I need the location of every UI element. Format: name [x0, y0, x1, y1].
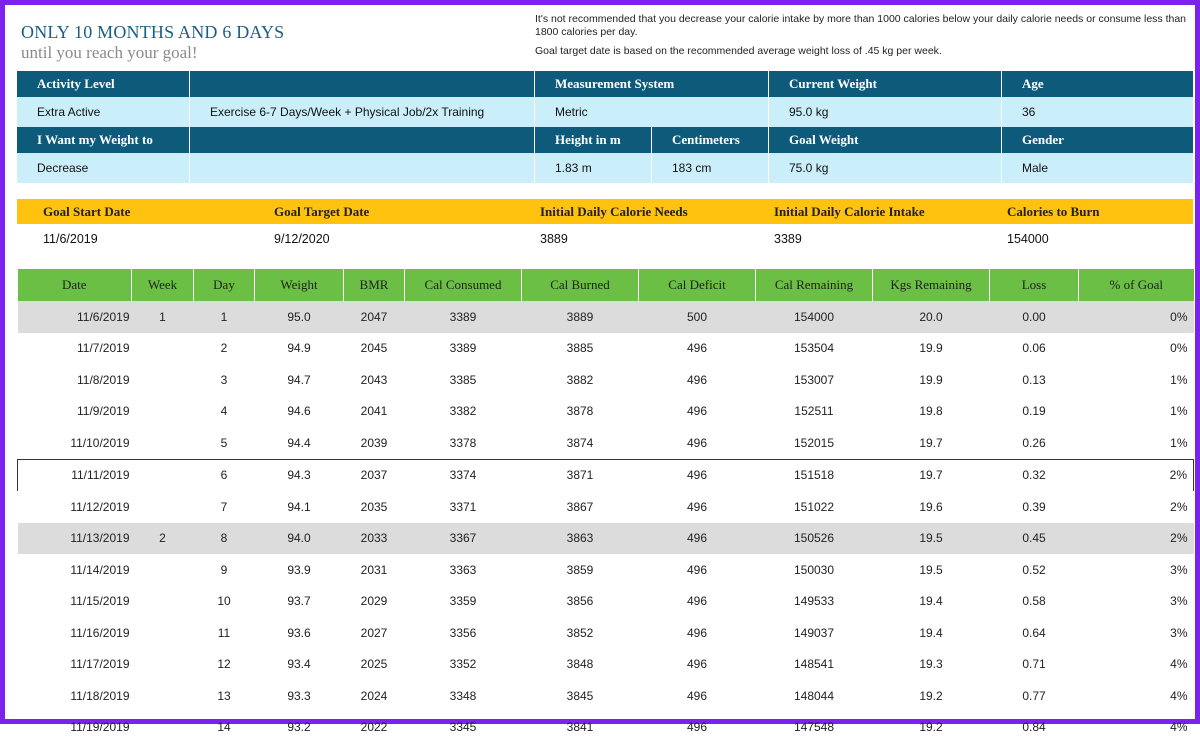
calorie-warning-note: It's not recommended that you decrease your calorie intake by more than 1000 calories below your daily calorie needs or consume less than 1800 calories per day. — [535, 13, 1190, 39]
cal-burned-cell[interactable]: 3852 — [522, 617, 639, 649]
day-cell[interactable]: 4 — [194, 396, 255, 428]
age-header: Age — [1002, 71, 1193, 97]
kgs-remaining-cell[interactable]: 19.2 — [873, 712, 990, 743]
col-loss-header[interactable]: Loss — [990, 269, 1079, 301]
bmr-cell[interactable]: 2035 — [344, 491, 405, 523]
cal-consumed-cell[interactable]: 3389 — [405, 333, 522, 365]
cal-remaining-cell[interactable]: 151022 — [756, 491, 873, 523]
weight-direction-value[interactable]: Decrease — [17, 153, 190, 183]
col-pct-goal-header[interactable]: % of Goal — [1079, 269, 1194, 301]
pct-goal-cell[interactable]: 4% — [1079, 712, 1194, 743]
table-row[interactable] — [18, 554, 1194, 586]
tracker-body — [18, 301, 1194, 743]
cal-remaining-cell[interactable]: 152015 — [756, 427, 873, 459]
cal-burned-cell[interactable]: 3856 — [522, 586, 639, 618]
cal-remaining-cell[interactable]: 153504 — [756, 333, 873, 365]
date-cell[interactable]: 11/12/2019 — [18, 491, 132, 523]
loss-cell[interactable]: 0.39 — [990, 491, 1079, 523]
cal-burned-cell[interactable]: 3878 — [522, 396, 639, 428]
cal-burned-cell[interactable]: 3845 — [522, 680, 639, 712]
goal-countdown-subtitle: until you reach your goal! — [21, 43, 284, 63]
table-row[interactable] — [18, 680, 1194, 712]
cal-deficit-cell[interactable]: 496 — [639, 333, 756, 365]
loss-cell[interactable]: 0.71 — [990, 649, 1079, 681]
daily-calorie-needs-value: 3889 — [514, 224, 748, 254]
kgs-remaining-cell[interactable]: 19.9 — [873, 364, 990, 396]
loss-cell[interactable]: 0.52 — [990, 554, 1079, 586]
goal-summary — [17, 199, 1193, 254]
cal-burned-cell[interactable]: 3874 — [522, 427, 639, 459]
weight-direction-spacer-value — [190, 153, 535, 183]
date-cell[interactable]: 11/18/2019 — [18, 680, 132, 712]
date-cell[interactable]: 11/17/2019 — [18, 649, 132, 681]
kgs-remaining-cell[interactable]: 19.5 — [873, 523, 990, 555]
col-cal-remaining-header[interactable]: Cal Remaining — [756, 269, 873, 301]
week-cell[interactable] — [132, 364, 194, 396]
cal-deficit-cell[interactable]: 496 — [639, 586, 756, 618]
cal-deficit-cell[interactable]: 496 — [639, 396, 756, 428]
cal-consumed-cell[interactable]: 3348 — [405, 680, 522, 712]
week-cell[interactable] — [132, 649, 194, 681]
weight-cell[interactable]: 95.0 — [255, 301, 344, 333]
cal-consumed-cell[interactable]: 3374 — [405, 459, 522, 491]
kgs-remaining-cell[interactable]: 19.7 — [873, 427, 990, 459]
day-cell[interactable]: 7 — [194, 491, 255, 523]
cal-deficit-cell[interactable]: 496 — [639, 459, 756, 491]
cal-consumed-cell[interactable]: 3367 — [405, 523, 522, 555]
weight-cell[interactable]: 94.4 — [255, 427, 344, 459]
cal-deficit-cell[interactable]: 496 — [639, 491, 756, 523]
cal-remaining-cell[interactable]: 148044 — [756, 680, 873, 712]
bmr-cell[interactable]: 2025 — [344, 649, 405, 681]
week-cell[interactable] — [132, 491, 194, 523]
goal-start-date-header: Goal Start Date — [17, 199, 248, 224]
loss-cell[interactable]: 0.64 — [990, 617, 1079, 649]
date-cell[interactable]: 11/11/2019 — [18, 459, 132, 491]
bmr-cell[interactable]: 2027 — [344, 617, 405, 649]
pct-goal-cell[interactable]: 0% — [1079, 301, 1194, 333]
kgs-remaining-cell[interactable]: 19.8 — [873, 396, 990, 428]
week-cell[interactable]: 2 — [132, 523, 194, 555]
goal-summary-header-row — [17, 199, 1193, 224]
loss-cell[interactable]: 0.26 — [990, 427, 1079, 459]
day-cell[interactable]: 9 — [194, 554, 255, 586]
profile-header-row-1 — [17, 71, 1193, 97]
weight-cell[interactable]: 94.1 — [255, 491, 344, 523]
calories-to-burn-header: Calories to Burn — [981, 199, 1193, 224]
goal-target-date-header: Goal Target Date — [248, 199, 514, 224]
weight-cell[interactable]: 93.7 — [255, 586, 344, 618]
loss-cell[interactable]: 0.45 — [990, 523, 1079, 555]
week-cell[interactable] — [132, 396, 194, 428]
profile-header-row-2 — [17, 127, 1193, 153]
bmr-cell[interactable]: 2041 — [344, 396, 405, 428]
table-row[interactable] — [18, 586, 1194, 618]
weight-cell[interactable]: 94.6 — [255, 396, 344, 428]
day-cell[interactable]: 11 — [194, 617, 255, 649]
daily-calorie-intake-value: 3389 — [748, 224, 981, 254]
calorie-notes — [535, 13, 1190, 64]
cal-burned-cell[interactable]: 3885 — [522, 333, 639, 365]
cal-deficit-cell[interactable]: 496 — [639, 523, 756, 555]
date-cell[interactable]: 11/8/2019 — [18, 364, 132, 396]
day-cell[interactable]: 1 — [194, 301, 255, 333]
cal-burned-cell[interactable]: 3889 — [522, 301, 639, 333]
col-weight-header[interactable]: Weight — [255, 269, 344, 301]
cal-remaining-cell[interactable]: 147548 — [756, 712, 873, 743]
pct-goal-cell[interactable]: 2% — [1079, 523, 1194, 555]
loss-cell[interactable]: 0.84 — [990, 712, 1079, 743]
goal-heading — [21, 21, 284, 63]
cal-consumed-cell[interactable]: 3378 — [405, 427, 522, 459]
week-cell[interactable] — [132, 427, 194, 459]
kgs-remaining-cell[interactable]: 19.2 — [873, 680, 990, 712]
week-cell[interactable]: 1 — [132, 301, 194, 333]
current-weight-value[interactable]: 95.0 kg — [769, 97, 1002, 127]
activity-description-header — [190, 71, 535, 97]
centimeters-value[interactable]: 183 cm — [652, 153, 769, 183]
cal-remaining-cell[interactable]: 149037 — [756, 617, 873, 649]
day-cell[interactable]: 3 — [194, 364, 255, 396]
loss-cell[interactable]: 0.19 — [990, 396, 1079, 428]
loss-cell[interactable]: 0.58 — [990, 586, 1079, 618]
cal-remaining-cell[interactable]: 151518 — [756, 459, 873, 491]
col-kgs-remaining-header[interactable]: Kgs Remaining — [873, 269, 990, 301]
cal-consumed-cell[interactable]: 3356 — [405, 617, 522, 649]
date-cell[interactable]: 11/15/2019 — [18, 586, 132, 618]
date-cell[interactable]: 11/14/2019 — [18, 554, 132, 586]
day-cell[interactable]: 14 — [194, 712, 255, 743]
daily-calorie-needs-header: Initial Daily Calorie Needs — [514, 199, 748, 224]
gender-header: Gender — [1002, 127, 1193, 153]
weight-direction-header: I Want my Weight to — [17, 127, 190, 153]
week-cell[interactable] — [132, 333, 194, 365]
kgs-remaining-cell[interactable]: 19.4 — [873, 617, 990, 649]
gender-value[interactable]: Male — [1002, 153, 1193, 183]
bmr-cell[interactable]: 2024 — [344, 680, 405, 712]
target-date-note: Goal target date is based on the recommended average weight loss of .45 kg per week. — [535, 45, 1190, 58]
calories-to-burn-value: 154000 — [981, 224, 1193, 254]
pct-goal-cell[interactable]: 1% — [1079, 364, 1194, 396]
bmr-cell[interactable]: 2033 — [344, 523, 405, 555]
cal-consumed-cell[interactable]: 3345 — [405, 712, 522, 743]
current-weight-header: Current Weight — [769, 71, 1002, 97]
weight-cell[interactable]: 93.9 — [255, 554, 344, 586]
cal-remaining-cell[interactable]: 150526 — [756, 523, 873, 555]
cal-deficit-cell[interactable]: 496 — [639, 617, 756, 649]
day-cell[interactable]: 12 — [194, 649, 255, 681]
table-row[interactable] — [18, 617, 1194, 649]
cal-deficit-cell[interactable]: 500 — [639, 301, 756, 333]
pct-goal-cell[interactable]: 1% — [1079, 427, 1194, 459]
weight-cell[interactable]: 93.6 — [255, 617, 344, 649]
table-row[interactable] — [18, 459, 1194, 491]
table-row[interactable] — [18, 364, 1194, 396]
date-cell[interactable]: 11/19/2019 — [18, 712, 132, 743]
cal-remaining-cell[interactable]: 150030 — [756, 554, 873, 586]
day-cell[interactable]: 8 — [194, 523, 255, 555]
pct-goal-cell[interactable]: 3% — [1079, 617, 1194, 649]
pct-goal-cell[interactable]: 0% — [1079, 333, 1194, 365]
col-cal-deficit-header[interactable]: Cal Deficit — [639, 269, 756, 301]
weight-cell[interactable]: 93.2 — [255, 712, 344, 743]
day-cell[interactable]: 13 — [194, 680, 255, 712]
table-row[interactable] — [18, 333, 1194, 365]
centimeters-header: Centimeters — [652, 127, 769, 153]
bmr-cell[interactable]: 2031 — [344, 554, 405, 586]
loss-cell[interactable]: 0.00 — [990, 301, 1079, 333]
week-cell[interactable] — [132, 680, 194, 712]
loss-cell[interactable]: 0.32 — [990, 459, 1079, 491]
kgs-remaining-cell[interactable]: 20.0 — [873, 301, 990, 333]
bmr-cell[interactable]: 2047 — [344, 301, 405, 333]
cal-burned-cell[interactable]: 3863 — [522, 523, 639, 555]
table-row[interactable] — [18, 301, 1194, 333]
goal-start-date-value[interactable]: 11/6/2019 — [17, 224, 248, 254]
week-cell[interactable] — [132, 617, 194, 649]
col-week-header[interactable]: Week — [132, 269, 194, 301]
cal-deficit-cell[interactable]: 496 — [639, 649, 756, 681]
cal-burned-cell[interactable]: 3871 — [522, 459, 639, 491]
goal-weight-value[interactable]: 75.0 kg — [769, 153, 1002, 183]
date-cell[interactable]: 11/6/2019 — [18, 301, 132, 333]
bmr-cell[interactable]: 2029 — [344, 586, 405, 618]
bmr-cell[interactable]: 2022 — [344, 712, 405, 743]
measurement-system-header: Measurement System — [535, 71, 769, 97]
date-cell[interactable]: 11/13/2019 — [18, 523, 132, 555]
col-bmr-header[interactable]: BMR — [344, 269, 405, 301]
kgs-remaining-cell[interactable]: 19.6 — [873, 491, 990, 523]
date-cell[interactable]: 11/16/2019 — [18, 617, 132, 649]
date-cell[interactable]: 11/7/2019 — [18, 333, 132, 365]
day-cell[interactable]: 5 — [194, 427, 255, 459]
bmr-cell[interactable]: 2045 — [344, 333, 405, 365]
weight-loss-tracker-table — [17, 269, 1194, 743]
table-row[interactable] — [18, 649, 1194, 681]
kgs-remaining-cell[interactable]: 19.3 — [873, 649, 990, 681]
cal-burned-cell[interactable]: 3841 — [522, 712, 639, 743]
bmr-cell[interactable]: 2043 — [344, 364, 405, 396]
pct-goal-cell[interactable]: 4% — [1079, 680, 1194, 712]
goal-weight-header: Goal Weight — [769, 127, 1002, 153]
col-day-header[interactable]: Day — [194, 269, 255, 301]
pct-goal-cell[interactable]: 3% — [1079, 554, 1194, 586]
cal-deficit-cell[interactable]: 496 — [639, 712, 756, 743]
weight-cell[interactable]: 93.4 — [255, 649, 344, 681]
cal-consumed-cell[interactable]: 3389 — [405, 301, 522, 333]
cal-burned-cell[interactable]: 3848 — [522, 649, 639, 681]
cal-burned-cell[interactable]: 3859 — [522, 554, 639, 586]
cal-consumed-cell[interactable]: 3385 — [405, 364, 522, 396]
day-cell[interactable]: 10 — [194, 586, 255, 618]
week-cell[interactable] — [132, 712, 194, 743]
pct-goal-cell[interactable]: 2% — [1079, 459, 1194, 491]
table-row[interactable] — [18, 427, 1194, 459]
cal-remaining-cell[interactable]: 154000 — [756, 301, 873, 333]
pct-goal-cell[interactable]: 1% — [1079, 396, 1194, 428]
cal-consumed-cell[interactable]: 3363 — [405, 554, 522, 586]
cal-consumed-cell[interactable]: 3359 — [405, 586, 522, 618]
week-cell[interactable] — [132, 554, 194, 586]
kgs-remaining-cell[interactable]: 19.7 — [873, 459, 990, 491]
table-row[interactable] — [18, 523, 1194, 555]
goal-countdown-title: ONLY 10 MONTHS AND 6 DAYS — [21, 21, 284, 43]
cal-consumed-cell[interactable]: 3352 — [405, 649, 522, 681]
week-cell[interactable] — [132, 459, 194, 491]
goal-summary-value-row — [17, 224, 1193, 254]
activity-description-value[interactable]: Exercise 6-7 Days/Week + Physical Job/2x Training — [190, 97, 535, 127]
profile-value-row-2 — [17, 153, 1193, 183]
table-row[interactable] — [18, 491, 1194, 523]
cal-deficit-cell[interactable]: 496 — [639, 554, 756, 586]
loss-cell[interactable]: 0.13 — [990, 364, 1079, 396]
weight-direction-spacer-header — [190, 127, 535, 153]
day-cell[interactable]: 6 — [194, 459, 255, 491]
weight-cell[interactable]: 93.3 — [255, 680, 344, 712]
profile-value-row-1 — [17, 97, 1193, 127]
kgs-remaining-cell[interactable]: 19.4 — [873, 586, 990, 618]
height-m-value[interactable]: 1.83 m — [535, 153, 652, 183]
week-cell[interactable] — [132, 586, 194, 618]
weight-cell[interactable]: 94.0 — [255, 523, 344, 555]
bmr-cell[interactable]: 2037 — [344, 459, 405, 491]
weight-cell[interactable]: 94.3 — [255, 459, 344, 491]
goal-target-date-value: 9/12/2020 — [248, 224, 514, 254]
date-cell[interactable]: 11/10/2019 — [18, 427, 132, 459]
tracker-header-row — [18, 269, 1194, 301]
pct-goal-cell[interactable]: 3% — [1079, 586, 1194, 618]
weight-cell[interactable]: 94.7 — [255, 364, 344, 396]
activity-level-value[interactable]: Extra Active — [17, 97, 190, 127]
pct-goal-cell[interactable]: 2% — [1079, 491, 1194, 523]
cal-consumed-cell[interactable]: 3382 — [405, 396, 522, 428]
measurement-system-value[interactable]: Metric — [535, 97, 769, 127]
day-cell[interactable]: 2 — [194, 333, 255, 365]
cal-burned-cell[interactable]: 3867 — [522, 491, 639, 523]
loss-cell[interactable]: 0.06 — [990, 333, 1079, 365]
date-cell[interactable]: 11/9/2019 — [18, 396, 132, 428]
kgs-remaining-cell[interactable]: 19.5 — [873, 554, 990, 586]
age-value[interactable]: 36 — [1002, 97, 1193, 127]
height-m-header: Height in m — [535, 127, 652, 153]
col-date-header[interactable]: Date — [18, 269, 132, 301]
daily-calorie-intake-header: Initial Daily Calorie Intake — [748, 199, 981, 224]
cal-remaining-cell[interactable]: 152511 — [756, 396, 873, 428]
kgs-remaining-cell[interactable]: 19.9 — [873, 333, 990, 365]
profile-grid — [17, 71, 1193, 183]
cal-consumed-cell[interactable]: 3371 — [405, 491, 522, 523]
table-row[interactable] — [18, 396, 1194, 428]
col-cal-consumed-header[interactable]: Cal Consumed — [405, 269, 522, 301]
weight-cell[interactable]: 94.9 — [255, 333, 344, 365]
cal-deficit-cell[interactable]: 496 — [639, 680, 756, 712]
col-cal-burned-header[interactable]: Cal Burned — [522, 269, 639, 301]
cal-deficit-cell[interactable]: 496 — [639, 364, 756, 396]
cal-burned-cell[interactable]: 3882 — [522, 364, 639, 396]
bmr-cell[interactable]: 2039 — [344, 427, 405, 459]
cal-deficit-cell[interactable]: 496 — [639, 427, 756, 459]
cal-remaining-cell[interactable]: 149533 — [756, 586, 873, 618]
cal-remaining-cell[interactable]: 153007 — [756, 364, 873, 396]
cal-remaining-cell[interactable]: 148541 — [756, 649, 873, 681]
pct-goal-cell[interactable]: 4% — [1079, 649, 1194, 681]
loss-cell[interactable]: 0.77 — [990, 680, 1079, 712]
activity-level-header: Activity Level — [17, 71, 190, 97]
table-row[interactable] — [18, 712, 1194, 743]
